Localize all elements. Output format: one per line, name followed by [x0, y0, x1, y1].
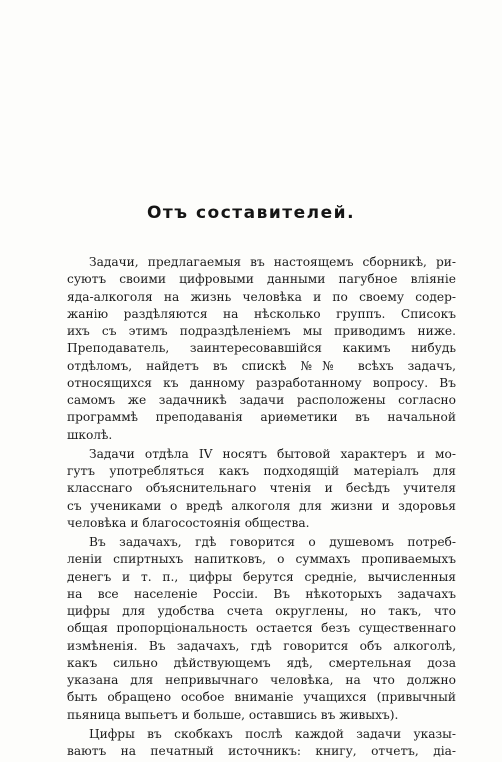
text-line: леніи спиртныхъ напитковъ, о суммахъ пропиваемыхъ — [67, 552, 456, 567]
text-line: быть обращено особое вниманіе учащихся (привычный — [67, 690, 456, 705]
text-line: класснаго объяснительнаго чтенія и бесѣдъ учителя — [67, 481, 456, 496]
text-line: измѣненія. Въ задачахъ, гдѣ говорится объ алкоголѣ, — [67, 638, 456, 653]
text-line: Цифры въ скобкахъ послѣ каждой задачи указы- — [89, 726, 456, 741]
section-title: Отъ составителей. — [146, 203, 356, 223]
text-line: общая пропорціональность остается безъ существеннаго — [67, 621, 456, 636]
text-line: какъ сильно дѣйствующемъ ядѣ, смертельная доза — [67, 655, 456, 670]
text-line: денегъ и т. п., цифры берутся средніе, вычисленныя — [67, 569, 456, 584]
text-line: Задачи, предлагаемыя въ настоящемъ сборникѣ, ри- — [89, 255, 456, 269]
text-line: суютъ своими цифровыми данными пагубное вліяніе — [67, 272, 456, 287]
text-line: Въ задачахъ, гдѣ говорится о душевомъ потреб- — [89, 535, 456, 549]
text-line: человѣка и благосостоянія общества. — [67, 515, 310, 530]
text-line: отдѣломъ, найдетъ въ спискѣ №№ всѣхъ задачъ, — [67, 358, 456, 373]
text-line: ихъ съ этимъ подраздѣленіемъ мы приводимъ ниже. — [67, 324, 456, 338]
text-line: яда-алкоголя на жизнь человѣка и по своему содер- — [67, 289, 456, 304]
text-line: пьяница выпьетъ и больше, оставшись въ живыхъ). — [67, 707, 399, 722]
text-line: программѣ преподаванія ариѳметики въ начальной — [67, 410, 456, 425]
text-line: жанію раздѣляются на нѣсколько группъ. Списокъ — [67, 306, 456, 321]
text-line: съ учениками о вредѣ алкоголя для жизни и здоровья — [67, 498, 456, 513]
text-line: относящихся къ данному разработанному вопросу. Въ — [67, 375, 456, 390]
text-line: ваютъ на печатный источникъ: книгу, отчетъ, діа- — [67, 744, 456, 758]
text-line: школѣ. — [67, 427, 113, 442]
text-line: Преподаватель, заинтересовавшійся какимъ нибудь — [67, 341, 456, 356]
text-line: цифры для удобства счета округлены, но такъ, что — [67, 604, 456, 618]
body-text — [67, 254, 456, 760]
text-line: на все населеніе Россіи. Въ нѣкоторыхъ задачахъ — [67, 586, 456, 601]
text-line: самомъ же задачникѣ задачи расположены согласно — [67, 393, 456, 407]
text-line: гутъ употребляться какъ подходящій матеріалъ для — [67, 464, 456, 478]
text-line: указана для непривычнаго человѣка, на что должно — [67, 673, 456, 687]
text-line: Задачи отдѣла IV носятъ бытовой характеръ и мо- — [89, 446, 456, 461]
